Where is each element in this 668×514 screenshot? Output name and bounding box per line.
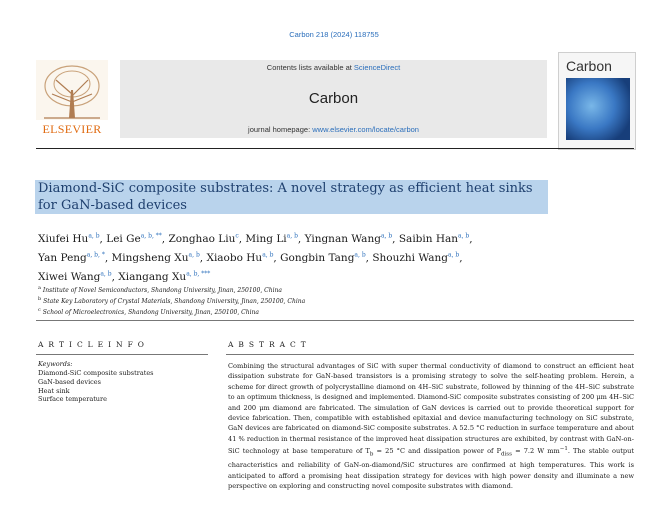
author[interactable]: [38, 271, 118, 283]
author-separator: ,: [469, 232, 473, 245]
author-name: Xiangang Xu: [118, 270, 187, 283]
abstract-heading: A B S T R A C T: [228, 340, 308, 349]
author-separator: ,: [199, 251, 207, 264]
affiliation-text: State Key Laboratory of Crystal Materials, Shandong University, Jinan, 250100, China: [43, 298, 306, 305]
abstract-subscript-diss: diss: [501, 451, 512, 458]
journal-reference[interactable]: Carbon 218 (2024) 118755: [289, 30, 379, 39]
keywords-label: Keywords:: [38, 360, 73, 368]
abstract-part-1: Combining the structural advantages of SiC with super thermal conductivity of diamond to construct an efficient heat dissipation substrate for GaN-based transistors is a promising strategy to solve the self-heating problem. Herein, a scheme for direct growth of polycrystalline diamond on 4H–SiC substrate, followed by thinning of the 4H–SiC substrate to an optimum thickness, is designed and implemented. Diamond-SiC composite substrates consisting of 200 μm 4H–SiC and 200 μm diamond are fabricated. The simulation of GaN devices is carried out to provide theoretical support for device fabrication. Then, compatible with established epitaxial and device manufacturing technology on SiC substrate, GaN devices are fabricated on diamond-SiC composite substrates. A 52.5 °C reduction in surface temperature and about 41 % reduction in thermal resistance of the improved heat dissipation structures are exhibited, by contrast with GaN-on-SiC technology at base temperature of T: [228, 362, 634, 456]
author-separator: ,: [238, 232, 246, 245]
author-affiliation-marker[interactable]: c: [235, 232, 239, 239]
sciencedirect-link[interactable]: ScienceDirect: [353, 63, 401, 72]
author-separator: ,: [365, 251, 373, 264]
author-separator: ,: [99, 232, 107, 245]
author-affiliation-marker[interactable]: a, b: [458, 232, 470, 239]
author-name: Mingsheng Xu: [111, 251, 189, 264]
author[interactable]: [372, 252, 462, 264]
author-affiliation-marker[interactable]: a, b, **: [140, 232, 162, 239]
abstract-divider: [226, 354, 634, 355]
article-info-divider: [36, 354, 208, 355]
author-affiliation-marker[interactable]: a, b: [188, 251, 200, 258]
author-separator: ,: [392, 232, 399, 245]
author[interactable]: [168, 233, 245, 245]
author-separator: ,: [111, 270, 119, 283]
publisher-name: ELSEVIER: [42, 122, 102, 136]
affiliation-key: c: [38, 307, 41, 313]
contents-prefix: Contents lists available at: [266, 63, 354, 72]
author[interactable]: [106, 233, 168, 245]
article-title[interactable]: [38, 180, 548, 214]
title-line-2: for GaN-based devices: [38, 198, 187, 213]
author-affiliation-marker[interactable]: a, b, *: [86, 251, 105, 258]
author[interactable]: [206, 252, 280, 264]
author-separator: ,: [459, 251, 463, 264]
keyword: GaN-based devices: [38, 377, 101, 386]
affiliation-key: a: [38, 285, 41, 291]
abstract-superscript: −1: [559, 446, 568, 453]
author-name: Xiufei Hu: [38, 232, 89, 245]
author-name: Xiwei Wang: [38, 270, 101, 283]
homepage-link[interactable]: www.elsevier.com/locate/carbon: [312, 125, 419, 134]
keyword: Heat sink: [38, 386, 70, 395]
affiliation-text: Institute of Novel Semiconductors, Shandong University, Jinan, 250100, China: [42, 287, 282, 294]
author-list: [38, 228, 598, 285]
author-affiliation-marker[interactable]: a, b, ***: [186, 270, 211, 277]
author[interactable]: [112, 252, 207, 264]
author-name: Shouzhi Wang: [372, 251, 448, 264]
abstract-part-4: . The stable output characteristics and reliability of GaN-on-diamond/SiC structures are confirmed at high temperatures. This work is anticipated to afford a promising heat dissipation strategy for devices with high power density and illuminate a new perspective on exploring and constructing novel composite substrates with diamond.: [228, 447, 634, 490]
homepage-prefix: journal homepage:: [248, 125, 313, 134]
author[interactable]: [118, 271, 210, 283]
cover-image: [566, 78, 630, 140]
author-name: Gongbin Tang: [280, 251, 355, 264]
author-affiliation-marker[interactable]: a, b: [380, 232, 393, 239]
author-name: Yan Peng: [38, 251, 87, 264]
abstract-part-3: = 7.2 W mm: [511, 447, 560, 456]
author-name: Ming Li: [245, 232, 287, 245]
author-separator: ,: [273, 251, 281, 264]
affiliation-key: b: [38, 296, 42, 302]
author[interactable]: [280, 252, 372, 264]
abstract-text: [228, 361, 634, 491]
author-name: Lei Ge: [106, 232, 141, 245]
author-name: Saibin Han: [398, 232, 459, 245]
author-name: Xiaobo Hu: [206, 251, 263, 264]
affiliation: [38, 295, 598, 306]
affiliation-list: [38, 284, 598, 317]
author-affiliation-marker[interactable]: a, b: [286, 232, 298, 239]
keyword: Diamond-SiC composite substrates: [38, 369, 154, 377]
journal-cover-thumbnail[interactable]: [558, 52, 636, 150]
keyword-list: [38, 369, 208, 404]
author-affiliation-marker[interactable]: a, b: [448, 251, 460, 258]
affiliation: [38, 284, 598, 295]
contents-line: [120, 63, 547, 72]
author-affiliation-marker[interactable]: a, b: [262, 251, 274, 258]
author-separator: ,: [104, 251, 112, 264]
homepage-line: [120, 125, 547, 134]
author[interactable]: [38, 252, 112, 264]
abstract-subscript-b: b: [369, 451, 374, 458]
affiliation-text: School of Microelectronics, Shandong University, Jinan, 250100, China: [42, 309, 259, 316]
author[interactable]: [399, 233, 473, 245]
author-separator: ,: [297, 232, 305, 245]
header-divider: [36, 148, 634, 149]
author-name: Yingnan Wang: [304, 232, 381, 245]
article-info-heading: A R T I C L E I N F O: [38, 340, 146, 349]
section-divider: [36, 320, 634, 321]
title-line-1: Diamond-SiC composite substrates: A novel strategy as efficient heat sinks: [38, 181, 533, 196]
author-name: Zonghao Liu: [168, 232, 236, 245]
author-affiliation-marker[interactable]: a, b: [354, 251, 366, 258]
author-affiliation-marker[interactable]: a, b: [100, 270, 112, 277]
journal-name: Carbon: [308, 90, 359, 107]
author-affiliation-marker[interactable]: a, b: [88, 232, 100, 239]
affiliation: [38, 306, 598, 317]
abstract-part-2: = 25 °C and dissipation power of P: [373, 447, 502, 456]
author[interactable]: [305, 233, 399, 245]
author-separator: ,: [161, 232, 169, 245]
author[interactable]: [245, 233, 304, 245]
keyword: Surface temperature: [38, 395, 107, 404]
cover-title: Carbon: [566, 58, 612, 74]
author[interactable]: [38, 233, 106, 245]
